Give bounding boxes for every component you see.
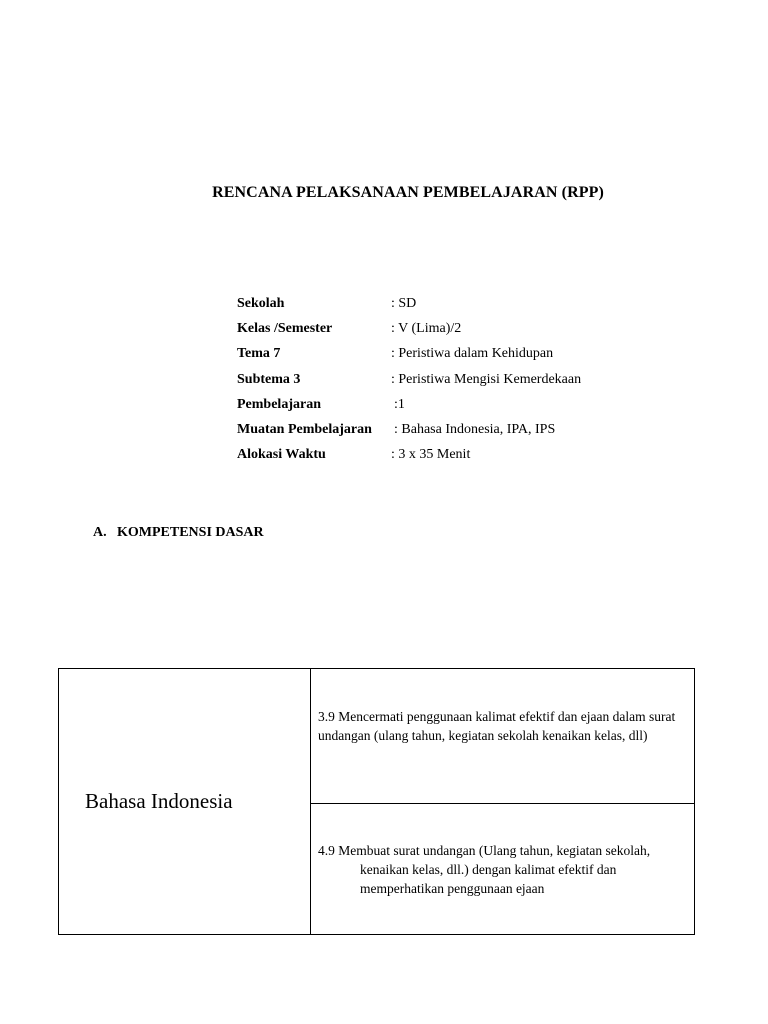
kd-continuation: kenaikan kelas, dll.) dengan kalimat efektif dan memperhatikan penggunaan ejaan (360, 862, 617, 896)
section-title: KOMPETENSI DASAR (117, 525, 264, 540)
identity-label: Muatan Pembelajaran (237, 421, 372, 437)
subject-cell: Bahasa Indonesia (59, 669, 311, 935)
identity-label: Pembelajaran (237, 396, 321, 412)
identity-label: Alokasi Waktu (237, 447, 326, 463)
identity-value: :1 (394, 396, 405, 412)
identity-label: Tema 7 (237, 346, 281, 362)
section-letter: A. (93, 525, 107, 540)
identity-label: Kelas /Semester (237, 321, 333, 337)
document-title: RENCANA PELAKSANAAN PEMBELAJARAN (RPP) (212, 184, 604, 201)
kd-cell-4-9 (311, 804, 695, 935)
kd-first-line: 4.9 Membuat surat undangan (Ulang tahun, kegiatan sekolah, (318, 843, 651, 858)
identity-value: : Peristiwa Mengisi Kemerdekaan (391, 371, 582, 387)
identity-label: Subtema 3 (237, 371, 301, 387)
identity-value: : Peristiwa dalam Kehidupan (391, 346, 554, 362)
identity-value: : V (Lima)/2 (391, 321, 462, 337)
identity-value: : Bahasa Indonesia, IPA, IPS (394, 421, 556, 437)
kompetensi-dasar-table (58, 668, 695, 935)
kd-cell-3-9: 3.9 Mencermati penggunaan kalimat efektif dan ejaan dalam surat undangan (ulang tahun, kegiatan sekolah kenaikan kelas, dll) (311, 669, 695, 804)
table-row (59, 669, 695, 804)
identity-value: : 3 x 35 Menit (391, 447, 471, 463)
identity-label: Sekolah (237, 296, 285, 311)
section-a-heading (93, 525, 264, 541)
identity-value: : SD (391, 296, 417, 311)
